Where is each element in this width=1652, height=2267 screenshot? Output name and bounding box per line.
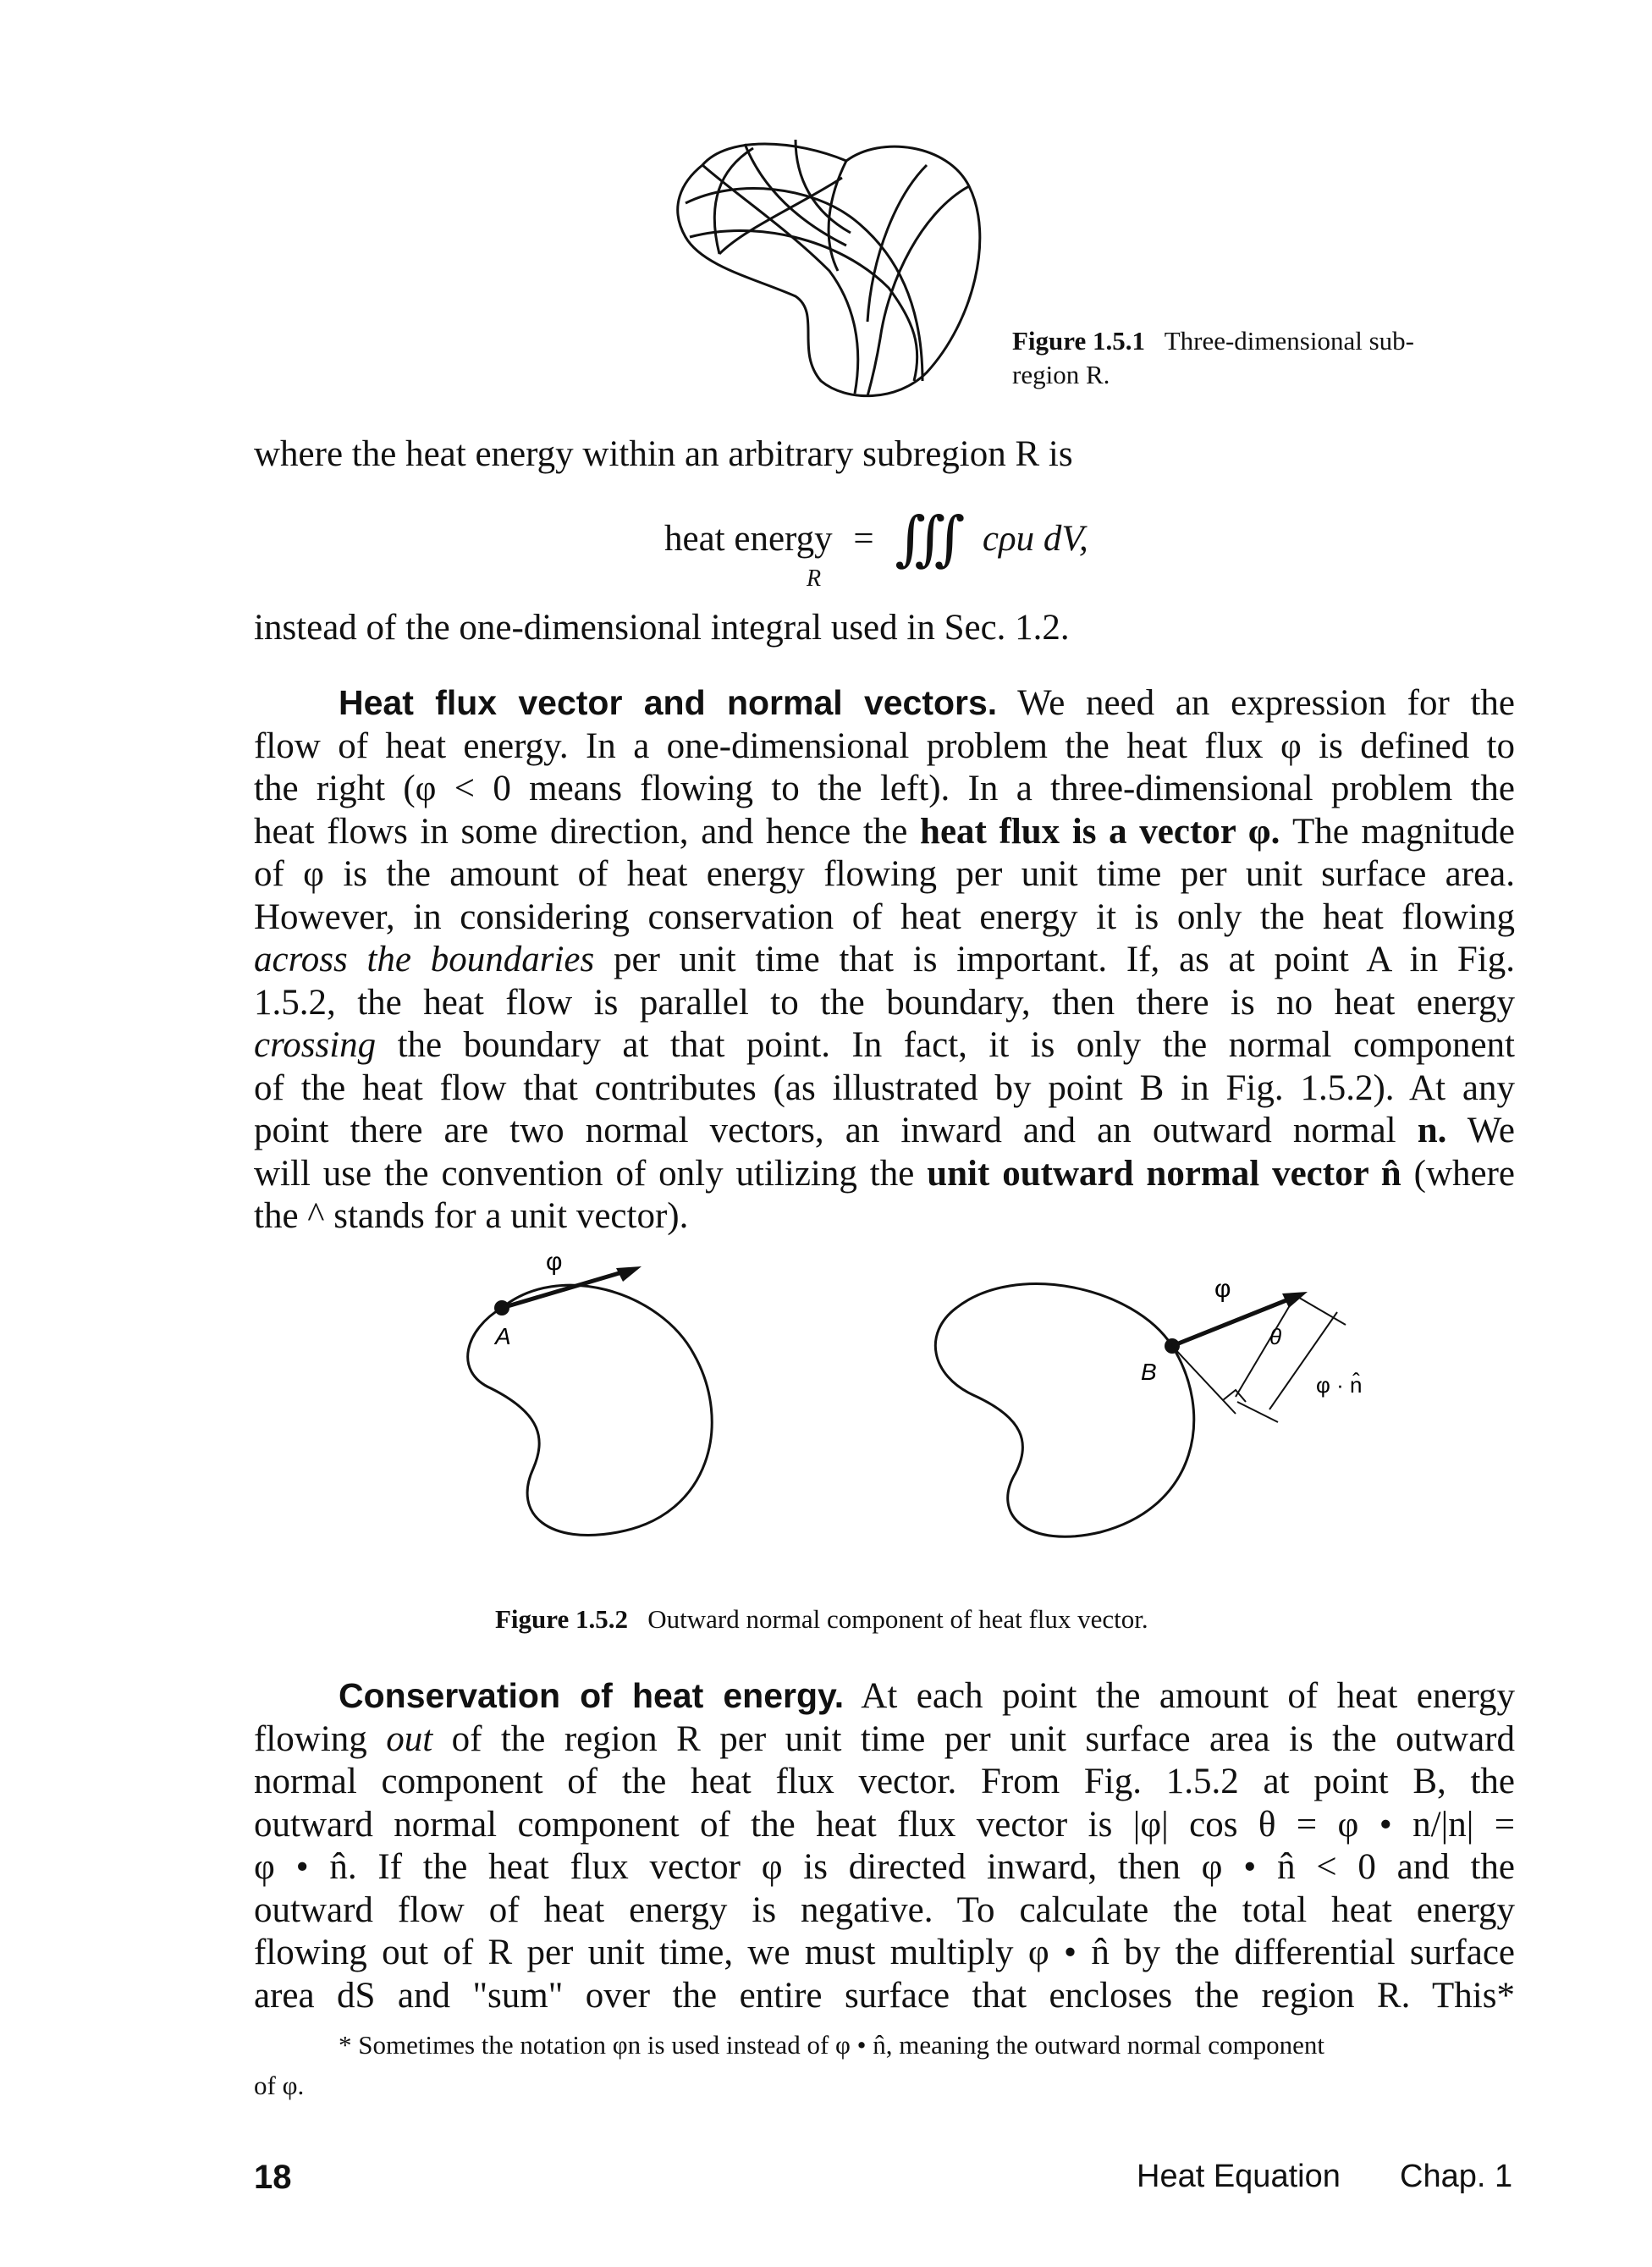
para2-text-1: At each point the amount of heat energy	[861, 1676, 1515, 1716]
footnote	[254, 2025, 1515, 2106]
para2-line-5: φ • n̂. If the heat flux vector φ is directed inward, then φ • n̂ < 0 and the	[254, 1847, 1515, 1887]
para2-line-2	[254, 1718, 1515, 1762]
figure-1-5-1-number: Figure 1.5.1	[1012, 326, 1145, 356]
intro-line: where the heat energy within an arbitrary subregion R is	[254, 434, 1073, 474]
figure-1-5-1-caption-line-1: Three-dimensional sub-	[1164, 326, 1414, 356]
para1-line-12	[254, 1153, 1515, 1196]
para1-text-4b: The magnitude	[1292, 811, 1516, 852]
phi-dot-n-label: φ · n̂	[1316, 1372, 1363, 1398]
projection-line	[1236, 1297, 1295, 1397]
para2-text-2b: of the region R per unit time per unit surface area is the outward	[451, 1718, 1515, 1759]
phi-label-b: φ	[1214, 1275, 1231, 1303]
section-heading-conservation: Conservation of heat energy.	[339, 1676, 845, 1715]
para1-text-11b: We	[1467, 1111, 1516, 1150]
para1-line-8: 1.5.2, the heat flow is parallel to the boundary, then there is no heat energy	[254, 982, 1515, 1023]
figure-1-5-2-caption-text: Outward normal component of heat flux vector.	[647, 1604, 1148, 1634]
figure-1-5-1-caption-line-2: region R.	[1012, 360, 1110, 389]
term-normal-n: n.	[1417, 1111, 1447, 1150]
para1-line-7	[254, 939, 1515, 982]
running-footer-chapter: Chap. 1	[1400, 2159, 1513, 2194]
section-heat-flux-paragraph	[254, 681, 1515, 1238]
para2-line-4: outward normal component of the heat flux vector is |φ| cos θ = φ • n/|n| =	[254, 1804, 1515, 1845]
para1-text-4a: heat flows in some direction, and hence the	[254, 811, 908, 852]
term-across-boundaries: across the boundaries	[254, 940, 595, 979]
para1-line-4	[254, 811, 1515, 854]
para1-text-9: the boundary at that point. In fact, it is only the normal component	[397, 1025, 1516, 1065]
figure-1-5-1-caption	[1012, 324, 1520, 392]
normal-direction-line	[1172, 1346, 1236, 1414]
para1-line-2: flow of heat energy. In a one-dimensional problem the heat flux φ is defined to	[254, 725, 1515, 766]
theta-label: θ	[1269, 1324, 1282, 1349]
right-region-outline	[935, 1284, 1193, 1537]
para1-line-11	[254, 1110, 1515, 1153]
figure-1-5-2-number: Figure 1.5.2	[495, 1604, 628, 1634]
right-angle-mark	[1223, 1390, 1246, 1402]
para1-line-9	[254, 1024, 1515, 1067]
footnote-line-2: of φ.	[254, 2071, 305, 2100]
footnote-line-1: * Sometimes the notation φn is used instead of φ • n̂, meaning the outward normal component	[339, 2030, 1325, 2060]
point-b-label: B	[1141, 1359, 1157, 1385]
para1-line-10: of the heat flow that contributes (as illustrated by point B in Fig. 1.5.2). At any	[254, 1067, 1515, 1108]
after-equation-line: instead of the one-dimensional integral used in Sec. 1.2.	[254, 608, 1070, 648]
figure-1-5-2-illustration	[423, 1244, 1422, 1566]
para1-text-11a: point there are two normal vectors, an inward and an outward normal	[254, 1111, 1396, 1150]
para1-line-1	[254, 681, 1515, 725]
phi-vector-a-arrowhead	[616, 1266, 642, 1282]
equation-integrand: cρu dV,	[982, 519, 1088, 559]
para1-line-3: the right (φ < 0 means flowing to the left). In a three-dimensional problem the	[254, 769, 1515, 808]
figure-1-5-1-illustration	[669, 127, 990, 406]
dimension-tick-top	[1295, 1295, 1346, 1325]
para1-text-7: per unit time that is important. If, as at point A in Fig.	[614, 940, 1515, 979]
para2-line-8: area dS and "sum" over the entire surface that encloses the region R. This*	[254, 1975, 1515, 2016]
para2-text-2a: flowing	[254, 1718, 367, 1759]
term-unit-outward-normal: unit outward normal vector n̂	[927, 1153, 1401, 1194]
para2-line-1	[254, 1674, 1515, 1718]
running-footer-title: Heat Equation	[1137, 2159, 1341, 2194]
equation-lhs: heat energy	[664, 519, 833, 559]
para1-line-5: of φ is the amount of heat energy flowing per unit time per unit surface area.	[254, 854, 1515, 894]
heat-energy-equation	[664, 504, 1088, 574]
para1-line-13: the ^ stands for a unit vector).	[254, 1196, 689, 1236]
term-out: out	[386, 1718, 433, 1759]
integral-subscript: R	[807, 565, 822, 592]
phi-label-a: φ	[546, 1248, 563, 1276]
equation-equals: =	[853, 519, 874, 559]
figure-1-5-2-caption	[495, 1604, 1148, 1635]
point-a-label: A	[495, 1323, 511, 1349]
triple-integral-sign: ∭	[895, 507, 966, 572]
section-heading-heat-flux: Heat flux vector and normal vectors.	[339, 683, 998, 722]
para2-line-3: normal component of the heat flux vector. From Fig. 1.5.2 at point B, the	[254, 1762, 1515, 1801]
section-conservation-paragraph	[254, 1674, 1515, 2017]
page-number: 18	[254, 2159, 292, 2196]
para1-text-1: We need an expression for the	[1017, 683, 1515, 723]
para1-text-12a: will use the convention of only utilizing the	[254, 1153, 915, 1194]
para1-text-12b: (where	[1413, 1153, 1516, 1194]
para1-line-6: However, in considering conservation of heat energy it is only the heat flowing	[254, 896, 1515, 937]
phi-vector-a	[502, 1270, 631, 1308]
para2-line-6: outward flow of heat energy is negative. To calculate the total heat energy	[254, 1889, 1515, 1930]
term-heat-flux-vector: heat flux is a vector φ.	[920, 811, 1280, 852]
para2-line-7: flowing out of R per unit time, we must multiply φ • n̂ by the differential surface	[254, 1933, 1515, 1972]
term-crossing: crossing	[254, 1025, 377, 1065]
